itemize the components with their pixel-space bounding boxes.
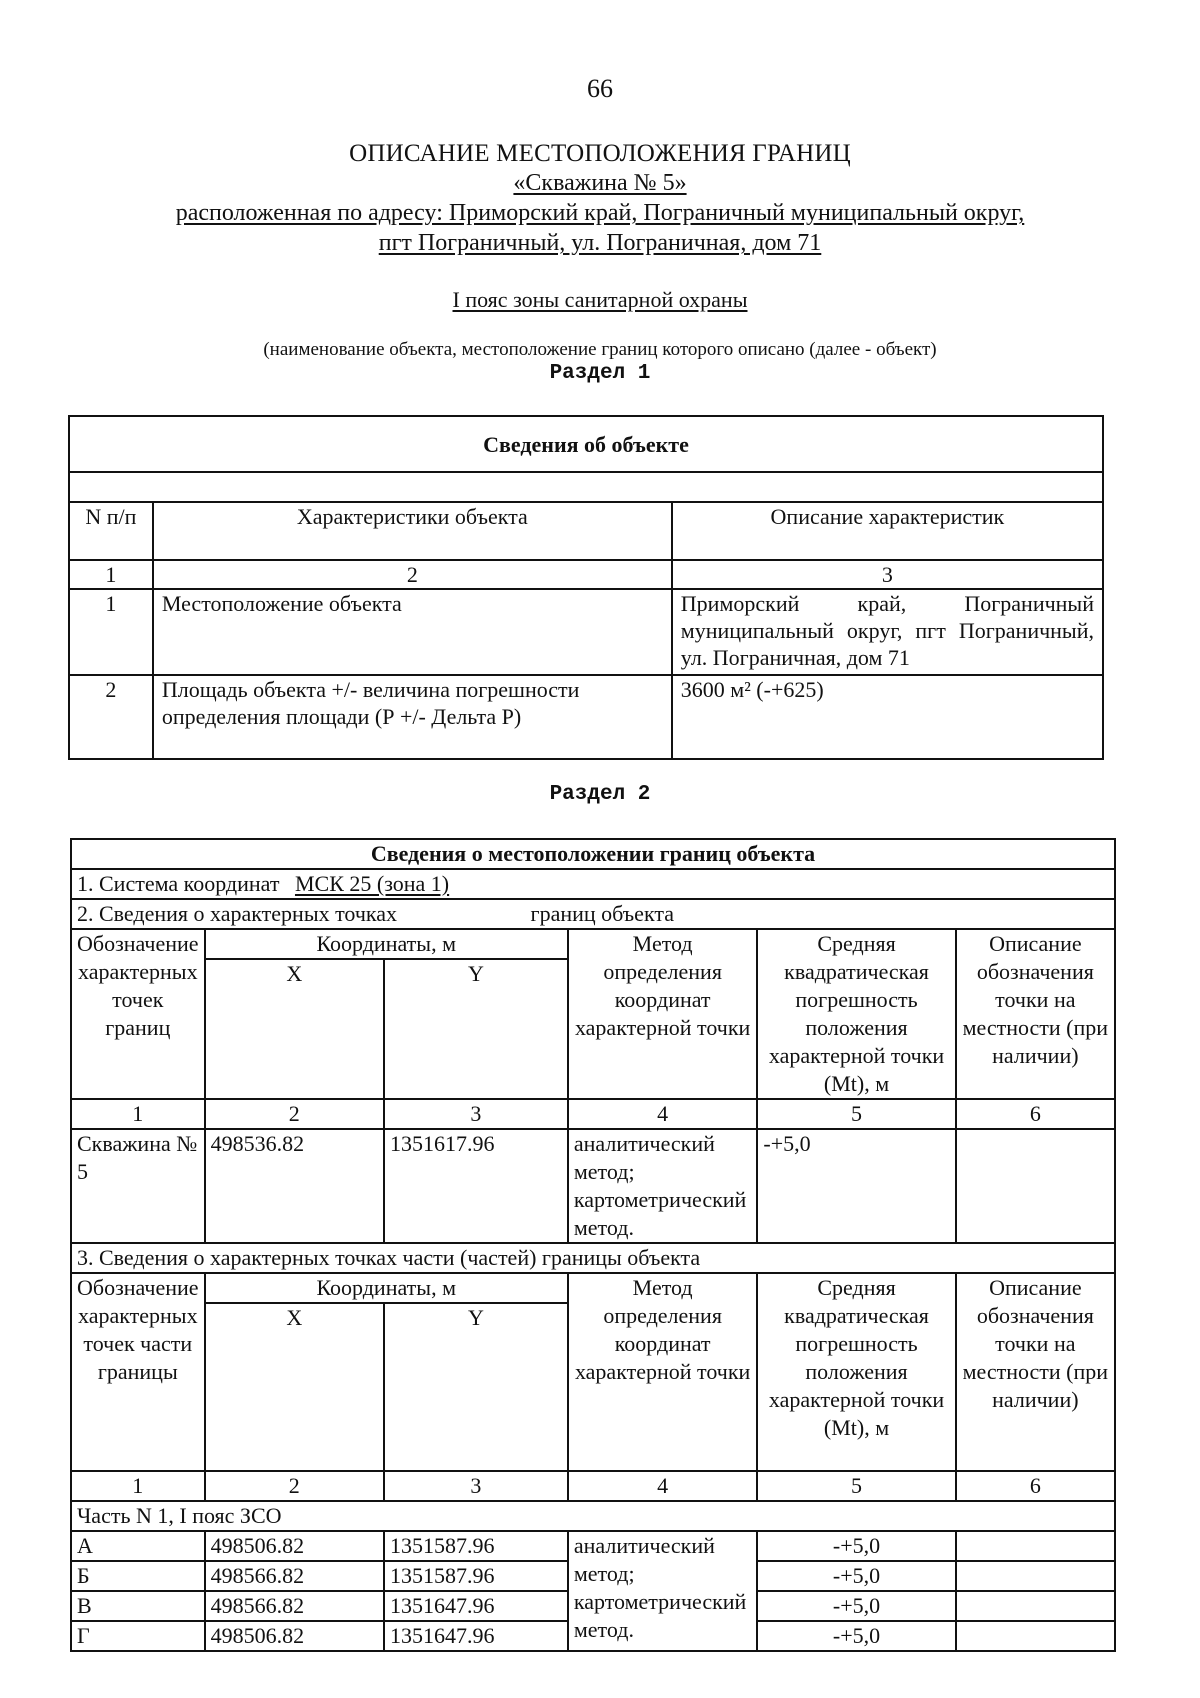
row-name: Местоположение объекта bbox=[153, 589, 672, 675]
col-number: 3 bbox=[672, 560, 1103, 589]
header-point-description: Описание обозначения точки на местности (при наличии) bbox=[956, 1273, 1115, 1471]
header-x: X bbox=[205, 959, 384, 1099]
col-number: 6 bbox=[956, 1099, 1115, 1129]
col-number: 5 bbox=[757, 1099, 955, 1129]
col-number: 4 bbox=[568, 1099, 758, 1129]
header-description: Описание характеристик bbox=[672, 502, 1103, 560]
point-description bbox=[956, 1129, 1115, 1243]
address-line-1: расположенная по адресу: Приморский край, Пограничный муниципальный округ, bbox=[175, 200, 1025, 226]
header-y: Y bbox=[384, 959, 568, 1099]
row-value: 3600 м² (-+625) bbox=[672, 675, 1103, 759]
part-point-mt: -+5,0 bbox=[757, 1591, 955, 1621]
col-number: 3 bbox=[384, 1099, 568, 1129]
coord-system-value: МСК 25 (зона 1) bbox=[294, 871, 450, 896]
header-part-designation: Обозначение характерных точек части границы bbox=[71, 1273, 205, 1471]
col-number: 2 bbox=[205, 1099, 384, 1129]
part-point-name: Б bbox=[71, 1561, 205, 1591]
header-coords: Координаты, м bbox=[205, 929, 568, 959]
col-number: 1 bbox=[71, 1099, 205, 1129]
empty-row bbox=[69, 472, 1103, 502]
part-point-x: 498506.82 bbox=[205, 1621, 384, 1651]
object-name: «Скважина № 5» bbox=[513, 170, 687, 196]
points-label-row bbox=[71, 899, 1115, 929]
part-point-name: А bbox=[71, 1531, 205, 1561]
coord-system-label: 1. Система координат bbox=[77, 871, 280, 896]
section-2-label: Раздел 2 bbox=[549, 783, 651, 806]
col-number: 6 bbox=[956, 1471, 1115, 1501]
header-designation: Обозначение характерных точек границ bbox=[71, 929, 205, 1099]
part-point-description bbox=[956, 1561, 1115, 1591]
part-point-name: В bbox=[71, 1591, 205, 1621]
point-mt: -+5,0 bbox=[757, 1129, 955, 1243]
page-number: 66 bbox=[587, 74, 613, 103]
coord-system-row bbox=[71, 869, 1115, 899]
document-title: ОПИСАНИЕ МЕСТОПОЛОЖЕНИЯ ГРАНИЦ bbox=[349, 140, 851, 167]
row-name: Площадь объекта +/- величина погрешности определения площади (Р +/- Дельта Р) bbox=[153, 675, 672, 759]
part-point-name: Г bbox=[71, 1621, 205, 1651]
point-method: аналитический метод; картометрический метод. bbox=[568, 1129, 758, 1243]
header-method: Метод определения координат характерной точки bbox=[568, 929, 758, 1099]
point-x: 498536.82 bbox=[205, 1129, 384, 1243]
row-number: 1 bbox=[69, 589, 153, 675]
zone-title: I пояс зоны санитарной охраны bbox=[452, 287, 748, 312]
part-point-y: 1351647.96 bbox=[384, 1591, 568, 1621]
col-number: 1 bbox=[69, 560, 153, 589]
header-y: Y bbox=[384, 1303, 568, 1471]
col-number: 3 bbox=[384, 1471, 568, 1501]
object-info-title: Сведения об объекте bbox=[69, 416, 1103, 472]
part-point-description bbox=[956, 1621, 1115, 1651]
header-point-description: Описание обозначения точки на местности (при наличии) bbox=[956, 929, 1115, 1099]
object-info-table bbox=[68, 415, 1104, 760]
part-point-x: 498566.82 bbox=[205, 1561, 384, 1591]
part-point-y: 1351587.96 bbox=[384, 1561, 568, 1591]
header-accuracy: Средняя квадратическая погрешность положения характерной точки (Mt), м bbox=[757, 929, 955, 1099]
part-point-description bbox=[956, 1531, 1115, 1561]
part-method: аналитический метод; картометрический метод. bbox=[568, 1531, 758, 1651]
header-characteristics: Характеристики объекта bbox=[153, 502, 672, 560]
section-1-label: Раздел 1 bbox=[549, 362, 651, 385]
row-number: 2 bbox=[69, 675, 153, 759]
part-point-mt: -+5,0 bbox=[757, 1531, 955, 1561]
header-n: N п/п bbox=[69, 502, 153, 560]
part-title: Часть N 1, I пояс ЗСО bbox=[71, 1501, 1115, 1531]
header-accuracy: Средняя квадратическая погрешность положения характерной точки (Mt), м bbox=[757, 1273, 955, 1471]
address-line-2: пгт Пограничный, ул. Пограничная, дом 71 bbox=[378, 230, 822, 256]
col-number: 2 bbox=[205, 1471, 384, 1501]
parts-label: 3. Сведения о характерных точках части (частей) границы объекта bbox=[71, 1243, 1115, 1273]
boundaries-table bbox=[70, 838, 1116, 1652]
header-x: X bbox=[205, 1303, 384, 1471]
part-point-mt: -+5,0 bbox=[757, 1621, 955, 1651]
point-y: 1351617.96 bbox=[384, 1129, 568, 1243]
col-number: 1 bbox=[71, 1471, 205, 1501]
points-label: 2. Сведения о характерных точках bbox=[77, 901, 398, 926]
col-number: 2 bbox=[153, 560, 672, 589]
part-point-mt: -+5,0 bbox=[757, 1561, 955, 1591]
row-value: Приморский край, Пограничный муниципальный округ, пгт Пограничный, ул. Пограничная, дом 71 bbox=[672, 589, 1103, 675]
points-label-2: границ объекта bbox=[530, 901, 674, 926]
col-number: 5 bbox=[757, 1471, 955, 1501]
part-point-x: 498506.82 bbox=[205, 1531, 384, 1561]
header-coords: Координаты, м bbox=[205, 1273, 568, 1303]
object-note: (наименование объекта, местоположение границ которого описано (далее - объект) bbox=[263, 339, 937, 360]
part-point-x: 498566.82 bbox=[205, 1591, 384, 1621]
part-point-y: 1351647.96 bbox=[384, 1621, 568, 1651]
part-point-description bbox=[956, 1591, 1115, 1621]
point-name: Скважина № 5 bbox=[71, 1129, 205, 1243]
boundaries-title: Сведения о местоположении границ объекта bbox=[71, 839, 1115, 869]
header-method: Метод определения координат характерной точки bbox=[568, 1273, 758, 1471]
part-point-y: 1351587.96 bbox=[384, 1531, 568, 1561]
col-number: 4 bbox=[568, 1471, 758, 1501]
